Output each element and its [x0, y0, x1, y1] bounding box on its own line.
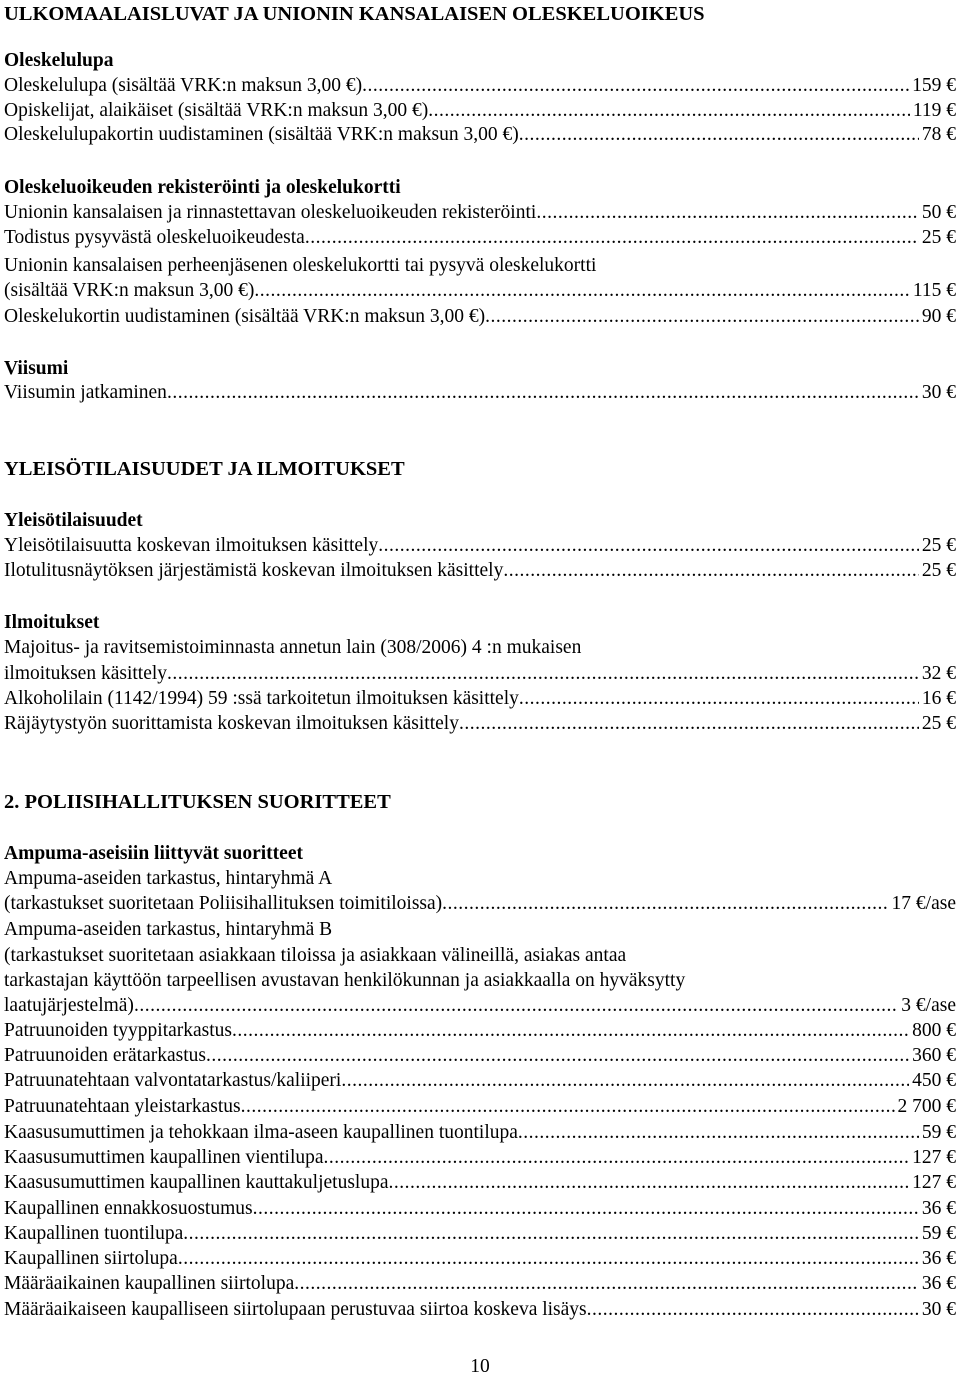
- heading-text: Ilmoitukset: [4, 612, 100, 633]
- fee-row: [4, 1068, 956, 1094]
- fee-label: Oleskelulupakortin uudistaminen (sisältää VRK:n maksun 3,00 €): [4, 124, 519, 145]
- dot-leader: [254, 278, 909, 304]
- dot-leader: [503, 558, 919, 584]
- fee-value: 127 €: [912, 1147, 956, 1168]
- fee-label: Patruunoiden erätarkastus: [4, 1045, 206, 1066]
- dot-leader: [442, 891, 888, 917]
- fee-value: 90 €: [921, 306, 956, 327]
- dot-leader: [459, 711, 919, 737]
- fee-label: Patruunatehtaan yleistarkastus: [4, 1096, 241, 1117]
- fee-row: [4, 1221, 956, 1247]
- fee-label: Majoitus- ja ravitsemistoiminnasta annetun lain (308/2006) 4 :n mukaisen: [4, 637, 582, 658]
- fee-value: 25 €: [921, 535, 956, 556]
- fee-value: 127 €: [912, 1172, 956, 1193]
- dot-leader: [167, 661, 919, 687]
- dot-leader: [178, 1246, 919, 1272]
- dot-leader: [519, 122, 919, 148]
- fee-value: 25 €: [921, 560, 956, 581]
- fee-label: laatujärjestelmä): [4, 995, 134, 1016]
- fee-row: [4, 533, 956, 559]
- fee-row: [4, 1196, 956, 1222]
- fee-label: tarkastajan käyttöön tarpeellisen avustavan henkilökunnan ja asiakkaalla on hyväksytty: [4, 970, 686, 991]
- fee-row: [4, 1271, 956, 1297]
- dot-leader: [305, 225, 919, 251]
- fee-value: 32 €: [921, 663, 956, 684]
- fee-row: [4, 661, 956, 687]
- section-heading: [4, 508, 956, 534]
- section-heading: [4, 175, 956, 201]
- fee-value: 800 €: [912, 1020, 956, 1041]
- dot-leader: [206, 1043, 909, 1069]
- fee-label: Määräaikainen kaupallinen siirtolupa: [4, 1273, 295, 1294]
- fee-value: 2 700 €: [897, 1096, 956, 1117]
- fee-label: (tarkastukset suoritetaan Poliisihallituksen toimitiloissa): [4, 893, 443, 914]
- fee-label: Yleisötilaisuutta koskevan ilmoituksen käsittely: [4, 535, 379, 556]
- heading-text: YLEISÖTILAISUUDET JA ILMOITUKSET: [4, 458, 405, 480]
- dot-leader: [428, 98, 910, 124]
- dot-leader: [134, 993, 898, 1019]
- dot-leader: [485, 304, 919, 330]
- fee-row: [4, 993, 956, 1019]
- fee-value: 25 €: [921, 713, 956, 734]
- section-heading: [4, 841, 956, 867]
- fee-value: 119 €: [912, 100, 956, 121]
- fee-label: ilmoituksen käsittely: [4, 663, 168, 684]
- fee-value: 16 €: [921, 688, 956, 709]
- fee-label: Määräaikaiseen kaupalliseen siirtolupaan perustuvaa siirtoa koskeva lisäys: [4, 1299, 587, 1320]
- heading-text: ULKOMAALAISLUVAT JA UNIONIN KANSALAISEN OLESKELUOIKEUS: [4, 3, 705, 25]
- fee-value: 50 €: [921, 202, 956, 223]
- text-line: [4, 917, 956, 943]
- dot-leader: [341, 1068, 909, 1094]
- dot-leader: [294, 1271, 919, 1297]
- fee-label: Unionin kansalaisen ja rinnastettavan oleskeluoikeuden rekisteröinti: [4, 202, 537, 223]
- section-heading: [4, 356, 956, 382]
- fee-value: 59 €: [921, 1122, 956, 1143]
- fee-row: [4, 98, 956, 124]
- fee-value: 3 €/ase: [901, 995, 956, 1016]
- fee-row: [4, 1246, 956, 1272]
- fee-row: [4, 711, 956, 737]
- dot-leader: [167, 380, 919, 406]
- dot-leader: [362, 73, 909, 99]
- fee-row: [4, 1043, 956, 1069]
- fee-row: [4, 1170, 956, 1196]
- fee-row: [4, 686, 956, 712]
- fee-label: Oleskelulupa (sisältää VRK:n maksun 3,00 €): [4, 75, 363, 96]
- heading-text: Oleskelulupa: [4, 50, 114, 71]
- dot-leader: [536, 200, 919, 226]
- fee-label: Räjäytystyön suorittamista koskevan ilmoituksen käsittely: [4, 713, 459, 734]
- fee-label: Viisumin jatkaminen: [4, 382, 167, 403]
- text-line: [4, 943, 956, 969]
- fee-row: [4, 278, 956, 304]
- text-line: [4, 866, 956, 892]
- fee-value: 25 €: [921, 227, 956, 248]
- fee-row: [4, 1145, 956, 1171]
- fee-label: Todistus pysyvästä oleskeluoikeudesta: [4, 227, 305, 248]
- dot-leader: [183, 1221, 919, 1247]
- fee-label: Kaupallinen tuontilupa: [4, 1223, 184, 1244]
- section-heading: [4, 789, 956, 815]
- fee-label: Kaupallinen siirtolupa: [4, 1248, 178, 1269]
- dot-leader: [378, 533, 919, 559]
- fee-row: [4, 1018, 956, 1044]
- fee-label: Kaasusumuttimen ja tehokkaan ilma-aseen kaupallinen tuontilupa: [4, 1122, 518, 1143]
- fee-label: Ampuma-aseiden tarkastus, hintaryhmä B: [4, 919, 333, 940]
- fee-value: 36 €: [921, 1198, 956, 1219]
- heading-text: Viisumi: [4, 358, 69, 379]
- fee-row: [4, 380, 956, 406]
- fee-row: [4, 200, 956, 226]
- fee-label: Patruunoiden tyyppitarkastus: [4, 1020, 233, 1041]
- fee-value: 36 €: [921, 1273, 956, 1294]
- fee-label: Kaasusumuttimen kaupallinen kauttakuljetuslupa: [4, 1172, 389, 1193]
- fee-row: [4, 1094, 956, 1120]
- fee-row: [4, 1297, 956, 1323]
- dot-leader: [253, 1196, 919, 1222]
- fee-value: 17 €/ase: [891, 893, 956, 914]
- fee-value: 30 €: [921, 382, 956, 403]
- fee-row: [4, 1120, 956, 1146]
- fee-row: [4, 558, 956, 584]
- section-heading: [4, 1, 956, 27]
- fee-label: (sisältää VRK:n maksun 3,00 €): [4, 280, 255, 301]
- fee-label: Unionin kansalaisen perheenjäsenen oleskelukortti tai pysyvä oleskelukortti: [4, 255, 597, 276]
- fee-label: Ilotulitusnäytöksen järjestämistä koskevan ilmoituksen käsittely: [4, 560, 504, 581]
- fee-value: 59 €: [921, 1223, 956, 1244]
- fee-label: Opiskelijat, alaikäiset (sisältää VRK:n maksun 3,00 €): [4, 100, 429, 121]
- text-line: [4, 253, 956, 279]
- fee-row: [4, 891, 956, 917]
- section-heading: [4, 610, 956, 636]
- dot-leader: [519, 686, 919, 712]
- fee-label: Alkoholilain (1142/1994) 59 :ssä tarkoitetun ilmoituksen käsittely: [4, 688, 519, 709]
- fee-value: 450 €: [912, 1070, 956, 1091]
- fee-value: 78 €: [921, 124, 956, 145]
- fee-value: 360 €: [912, 1045, 956, 1066]
- fee-value: 159 €: [912, 75, 956, 96]
- page-number: 10: [470, 1356, 490, 1377]
- heading-text: Oleskeluoikeuden rekisteröinti ja oleskelukortti: [4, 177, 401, 198]
- section-heading: [4, 48, 956, 74]
- dot-leader: [324, 1145, 910, 1171]
- fee-value: 115 €: [912, 280, 956, 301]
- dot-leader: [518, 1120, 919, 1146]
- fee-row: [4, 304, 956, 330]
- fee-label: Oleskelukortin uudistaminen (sisältää VRK:n maksun 3,00 €): [4, 306, 486, 327]
- heading-text: Ampuma-aseisiin liittyvät suoritteet: [4, 843, 303, 864]
- text-line: [4, 968, 956, 994]
- fee-label: (tarkastukset suoritetaan asiakkaan tiloissa ja asiakkaan välineillä, asiakas antaa: [4, 945, 627, 966]
- fee-label: Patruunatehtaan valvontatarkastus/kaliiperi: [4, 1070, 342, 1091]
- text-line: [4, 635, 956, 661]
- fee-label: Kaasusumuttimen kaupallinen vientilupa: [4, 1147, 324, 1168]
- dot-leader: [389, 1170, 910, 1196]
- fee-row: [4, 73, 956, 99]
- fee-value: 36 €: [921, 1248, 956, 1269]
- fee-value: 30 €: [921, 1299, 956, 1320]
- heading-text: Yleisötilaisuudet: [4, 510, 143, 531]
- fee-label: Ampuma-aseiden tarkastus, hintaryhmä A: [4, 868, 333, 889]
- dot-leader: [241, 1094, 895, 1120]
- heading-text: 2. POLIISIHALLITUKSEN SUORITTEET: [4, 791, 391, 813]
- dot-leader: [587, 1297, 919, 1323]
- fee-row: [4, 122, 956, 148]
- fee-row: [4, 225, 956, 251]
- section-heading: [4, 456, 956, 482]
- dot-leader: [232, 1018, 909, 1044]
- fee-label: Kaupallinen ennakkosuostumus: [4, 1198, 253, 1219]
